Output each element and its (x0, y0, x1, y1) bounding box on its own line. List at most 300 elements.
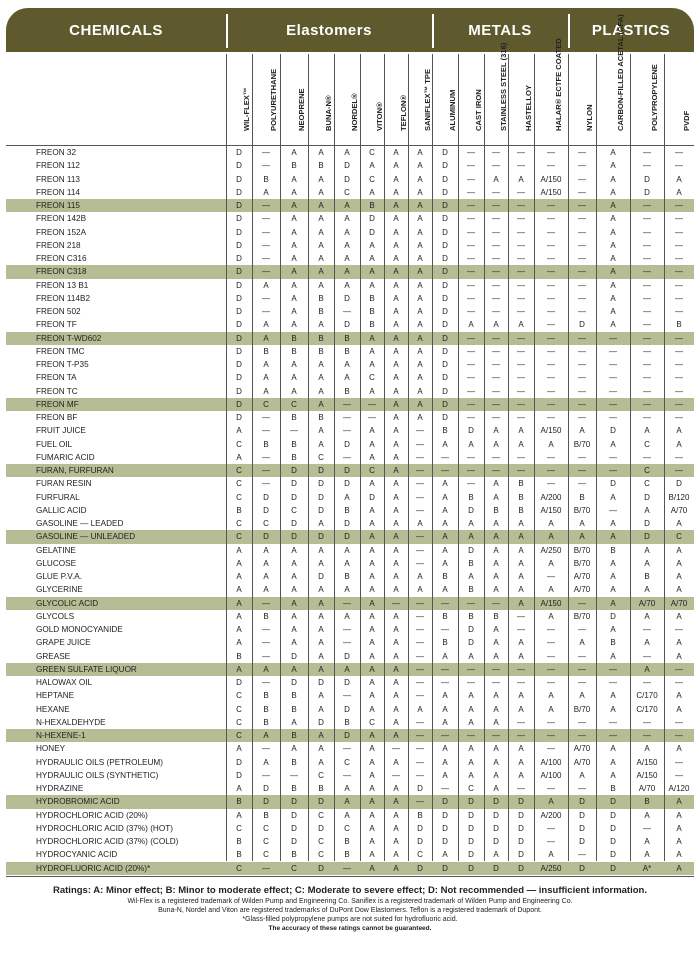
rating-cell: A (644, 545, 650, 555)
rating-cell: A (291, 744, 297, 754)
rating-cell: D (518, 810, 524, 820)
rating-cell: — (578, 267, 586, 277)
table-row (6, 769, 694, 782)
rating-cell: B (318, 161, 324, 171)
rating-cell: A (548, 439, 554, 449)
rating-cell: — (675, 452, 683, 462)
rating-cell: — (578, 386, 586, 396)
rating-cell: B (610, 638, 616, 648)
rating-cell: B (291, 784, 297, 793)
rating-cell: A (369, 532, 375, 542)
rating-cell: — (675, 770, 683, 780)
rating-cell: — (416, 532, 424, 542)
rating-cell: — (643, 717, 651, 727)
chemical-name: HONEY (36, 744, 66, 754)
rating-cell: — (467, 280, 475, 290)
rating-cell: — (547, 717, 555, 727)
rating-cell: D (236, 360, 242, 369)
rating-cell: — (675, 254, 683, 263)
rating-cell: A (468, 651, 474, 661)
rating-cell: B (236, 505, 242, 515)
chemical-name: FREON 142B (36, 214, 87, 224)
rating-cell: D (344, 704, 350, 714)
column-header (484, 42, 508, 144)
rating-cell: A (369, 797, 375, 807)
rating-cell: A (291, 227, 297, 237)
rating-cell: A (393, 863, 399, 873)
table-row (6, 530, 694, 543)
rating-cell: A (493, 426, 499, 436)
rating-cell: B (236, 651, 242, 661)
column-divider (484, 54, 485, 861)
rating-cell: — (262, 254, 270, 263)
rating-cell: — (547, 664, 555, 674)
rating-cell: A (369, 863, 375, 873)
rating-cell: — (262, 426, 270, 436)
rating-cell: D (442, 214, 448, 224)
rating-cell: A (236, 744, 242, 754)
rating-cell: — (547, 638, 555, 648)
rating-cell: — (675, 214, 683, 224)
rating-cell: D (442, 201, 448, 210)
rating-cell: C (263, 823, 269, 833)
rating-cell: D (610, 611, 616, 621)
rating-cell: B (518, 479, 524, 489)
rating-cell: A (369, 757, 375, 767)
rating-cell: A (369, 161, 375, 171)
rating-cell: D (442, 267, 448, 277)
rating-cell: A (393, 797, 399, 807)
rating-cell: A (518, 572, 524, 581)
rating-cell: C (676, 532, 682, 542)
table-row (6, 292, 694, 305)
rating-cell: — (643, 413, 651, 422)
column-divider (408, 54, 409, 861)
rating-cell: D (442, 346, 448, 356)
rating-cell: — (547, 161, 555, 171)
rating-cell: A (393, 466, 399, 475)
rating-cell: — (517, 731, 525, 740)
rating-cell: A (676, 519, 682, 528)
rating-cell: — (547, 320, 555, 330)
rating-cell: A (344, 664, 350, 674)
rating-cell: — (609, 452, 617, 462)
rating-cell: A (291, 611, 297, 621)
rating-cell: A (393, 333, 399, 343)
rating-cell: — (578, 466, 586, 475)
rating-cell: D (644, 532, 650, 542)
rating-cell: A/70 (573, 757, 591, 767)
rating-cell: — (675, 201, 683, 210)
rating-cell: — (467, 373, 475, 383)
rating-cell: — (547, 625, 555, 634)
rating-cell: B (318, 333, 324, 343)
table-row (6, 279, 694, 292)
rating-cell: — (578, 413, 586, 422)
rating-cell: — (578, 201, 586, 210)
rating-cell: A (676, 426, 682, 436)
rating-cell: — (547, 837, 555, 846)
rating-cell: A (369, 280, 375, 290)
table-row (6, 252, 694, 265)
chemical-name: FREON 13 B1 (36, 280, 89, 290)
rating-cell: — (492, 373, 500, 383)
rating-cell: — (547, 346, 555, 356)
rating-cell: A (318, 651, 324, 661)
rating-cell: C (291, 505, 297, 515)
rating-cell: A (393, 360, 399, 369)
rating-cell: D (468, 797, 474, 807)
rating-cell: C (318, 770, 324, 780)
rating-cell: A (610, 532, 616, 542)
rating-cell: A (291, 320, 297, 330)
rating-cell: A (579, 638, 585, 648)
rating-cell: — (416, 678, 424, 687)
rating-cell: C (369, 466, 375, 475)
rating-cell: D (318, 492, 324, 502)
rating-cell: D (236, 254, 242, 263)
rating-cell: B (344, 505, 350, 515)
rating-cell: A (393, 651, 399, 661)
rating-cell: D (442, 837, 448, 846)
rating-cell: A (644, 638, 650, 648)
rating-cell: D (263, 532, 269, 542)
rating-cell: A (417, 572, 423, 581)
rating-cell: — (643, 293, 651, 303)
rating-cell: A (393, 479, 399, 489)
column-header-label: BUNA-N® (324, 95, 333, 131)
rating-cell: — (547, 466, 555, 475)
table-row (6, 424, 694, 437)
rating-cell: C (369, 148, 375, 157)
rating-cell: — (416, 492, 424, 502)
rating-cell: — (262, 413, 270, 422)
rating-cell: — (262, 744, 270, 754)
chemical-name: N-HEXALDEHYDE (36, 717, 106, 727)
rating-cell: A (369, 770, 375, 780)
rating-cell: B (263, 810, 269, 820)
group-header-plastics: PLASTICS (591, 21, 671, 39)
column-divider (664, 54, 665, 861)
rating-cell: D (236, 293, 242, 303)
rating-cell: D (468, 837, 474, 846)
rating-cell: A (291, 148, 297, 157)
rating-cell: B/70 (573, 505, 591, 515)
rating-cell: A (344, 280, 350, 290)
rating-cell: A (369, 519, 375, 528)
table-row (6, 398, 694, 411)
rating-cell: A (468, 572, 474, 581)
table-row (6, 345, 694, 358)
polypropylene-note: *Glass-filled polypropylene pumps are not suited for hydrofluoric acid. (242, 916, 458, 923)
column-header-label: ALUMINUM (448, 89, 457, 131)
rating-cell: D (236, 280, 242, 290)
rating-cell: A (236, 784, 242, 793)
rating-cell: A (236, 810, 242, 820)
rating-cell: A (610, 770, 616, 780)
rating-cell: D (236, 161, 242, 171)
rating-cell: — (262, 227, 270, 237)
rating-cell: A/70 (670, 505, 688, 515)
rating-cell: — (547, 267, 555, 277)
rating-cell: — (578, 174, 586, 184)
rating-cell: A/150 (540, 174, 562, 184)
rating-cell: A (548, 611, 554, 621)
rating-cell: — (547, 293, 555, 303)
rating-cell: A (644, 744, 650, 754)
rating-cell: A (417, 519, 423, 528)
rating-cell: — (578, 664, 586, 674)
rating-cell: — (492, 214, 500, 224)
rating-cell: B (610, 784, 616, 793)
rating-cell: — (343, 452, 351, 462)
rating-cell: A (610, 651, 616, 661)
rating-cell: — (416, 439, 424, 449)
rating-cell: A (393, 267, 399, 277)
rating-cell: — (416, 797, 424, 807)
rating-cell: B (442, 572, 448, 581)
table-row (6, 822, 694, 835)
rating-cell: — (416, 638, 424, 648)
rating-cell: — (416, 466, 424, 475)
rating-cell: A (493, 572, 499, 581)
rating-cell: B/120 (668, 492, 690, 502)
rating-cell: A/70 (573, 572, 591, 581)
column-header-label: TEFLON® (399, 95, 408, 131)
rating-cell: A (344, 797, 350, 807)
rating-cell: D (236, 267, 242, 277)
column-divider (596, 54, 597, 861)
rating-cell: B (468, 585, 474, 595)
table-row (6, 756, 694, 769)
rating-cell: A (263, 187, 269, 197)
rating-cell: A (610, 214, 616, 224)
rating-cell: A (417, 386, 423, 396)
rating-cell: A (442, 704, 448, 714)
rating-cell: — (609, 505, 617, 515)
rating-cell: A (518, 532, 524, 542)
rating-cell: A (493, 784, 499, 793)
table-row (6, 265, 694, 278)
table-row (6, 239, 694, 252)
rating-cell: — (578, 651, 586, 661)
table-row (6, 583, 694, 596)
rating-cell: A (610, 598, 616, 608)
rating-cell: — (467, 254, 475, 263)
rating-cell: D (442, 810, 448, 820)
rating-cell: C (236, 519, 242, 528)
rating-cell: A (442, 558, 448, 568)
rating-cell: — (343, 307, 351, 316)
rating-cell: A (417, 280, 423, 290)
rating-cell: — (492, 280, 500, 290)
rating-cell: A (518, 691, 524, 701)
rating-cell: A (344, 214, 350, 224)
rating-cell: — (517, 611, 525, 621)
rating-cell: A (291, 240, 297, 250)
rating-cell: — (547, 452, 555, 462)
rating-cell: D (468, 850, 474, 860)
rating-cell: A (442, 532, 448, 542)
group-divider (568, 14, 570, 48)
rating-cell: A (291, 545, 297, 555)
rating-cell: A (548, 532, 554, 542)
rating-cell: — (643, 320, 651, 330)
rating-cell: D (610, 797, 616, 807)
rating-cell: — (578, 479, 586, 489)
rating-cell: A (493, 691, 499, 701)
chemical-name: FURAN RESIN (36, 479, 92, 489)
rating-cell: A (318, 254, 324, 263)
chemical-name: GLUCOSE (36, 558, 77, 568)
group-header-chemicals: CHEMICALS (69, 21, 163, 39)
rating-cell: D (344, 519, 350, 528)
rating-cell: A (236, 558, 242, 568)
rating-cell: A (610, 293, 616, 303)
rating-cell: — (578, 360, 586, 369)
rating-cell: C (236, 466, 242, 475)
rating-cell: C (236, 717, 242, 727)
rating-cell: A (318, 399, 324, 409)
rating-cell: A (468, 439, 474, 449)
rating-cell: D (344, 320, 350, 330)
rating-cell: A (236, 598, 242, 608)
rating-cell: — (262, 678, 270, 687)
rating-cell: D (344, 651, 350, 661)
rating-cell: A (236, 426, 242, 436)
rating-cell: C (236, 823, 242, 833)
rating-cell: C/170 (636, 691, 658, 701)
rating-cell: — (517, 254, 525, 263)
rating-cell: A (442, 651, 448, 661)
chemical-name: HYDRAZINE (36, 784, 84, 793)
rating-cell: A (393, 611, 399, 621)
chemical-name: FURFURAL (36, 492, 80, 502)
rating-cell: A (417, 161, 423, 171)
rating-cell: A (417, 307, 423, 316)
rating-cell: A (369, 691, 375, 701)
chemical-name: HYDROCHLORIC ACID (20%) (36, 810, 148, 820)
rating-cell: — (675, 399, 683, 409)
rating-cell: A (518, 744, 524, 754)
rating-cell: A (417, 360, 423, 369)
rating-cell: — (547, 227, 555, 237)
column-header-label: CAST IRON (474, 89, 483, 131)
rating-cell: D (263, 784, 269, 793)
rating-cell: A (468, 532, 474, 542)
rating-cell: A (493, 850, 499, 860)
rating-cell: — (492, 148, 500, 157)
rating-cell: A (493, 558, 499, 568)
rating-cell: B (318, 346, 324, 356)
chemical-name: FURAN, FURFURAN (36, 466, 114, 475)
rating-cell: — (643, 148, 651, 157)
chemical-name: FREON TMC (36, 346, 85, 356)
rating-cell: A (318, 519, 324, 528)
rating-cell: — (467, 413, 475, 422)
rating-cell: D (442, 360, 448, 369)
rating-cell: — (441, 784, 449, 793)
rating-cell: — (643, 731, 651, 740)
rating-cell: — (609, 333, 617, 343)
column-header-label: HASTELLOY (524, 85, 533, 131)
rating-cell: — (492, 678, 500, 687)
rating-cell: A/150 (636, 757, 658, 767)
rating-cell: A (369, 731, 375, 740)
rating-cell: — (441, 598, 449, 608)
rating-cell: A (393, 532, 399, 542)
rating-cell: A (610, 307, 616, 316)
table-row (6, 226, 694, 239)
rating-cell: — (547, 572, 555, 581)
rating-cell: — (675, 413, 683, 422)
table-row (6, 703, 694, 716)
rating-cell: A/100 (540, 770, 562, 780)
rating-cell: D (369, 214, 375, 224)
rating-cell: A (318, 373, 324, 383)
column-header-label: WIL-FLEX™ (242, 87, 251, 131)
rating-cell: A (548, 558, 554, 568)
rating-cell: A (468, 320, 474, 330)
rating-cell: B (263, 611, 269, 621)
rating-cell: A (369, 611, 375, 621)
column-header-label: SANIFLEX™ TPE (423, 68, 432, 131)
rating-cell: A (344, 810, 350, 820)
rating-cell: D (610, 850, 616, 860)
rating-cell: A (393, 201, 399, 210)
rating-cell: A (442, 519, 448, 528)
rating-cell: — (609, 664, 617, 674)
chemical-name: GOLD MONOCYANIDE (36, 625, 123, 634)
rating-cell: — (416, 545, 424, 555)
rating-cell: A (236, 638, 242, 648)
rating-cell: — (609, 466, 617, 475)
rating-cell: B (442, 638, 448, 648)
rating-cell: — (643, 254, 651, 263)
column-header (384, 54, 408, 144)
rating-cell: D (236, 214, 242, 224)
table-row (6, 610, 694, 623)
rating-cell: A (236, 452, 242, 462)
table-row (6, 451, 694, 464)
rating-cell: A (318, 201, 324, 210)
rating-cell: A (518, 651, 524, 661)
rating-cell: D (263, 505, 269, 515)
rating-cell: D (369, 227, 375, 237)
rating-cell: A/70 (638, 784, 656, 793)
column-header (252, 54, 280, 144)
rating-cell: A (393, 757, 399, 767)
rating-cell: — (368, 413, 376, 422)
rating-cell: — (643, 267, 651, 277)
rating-cell: A (291, 280, 297, 290)
chemical-name: FREON 32 (36, 148, 77, 157)
rating-cell: B (344, 837, 350, 846)
rating-cell: — (492, 161, 500, 171)
rating-cell: — (517, 625, 525, 634)
column-header (508, 54, 534, 144)
chemical-name: HYDROCYANIC ACID (36, 850, 118, 860)
rating-cell: A (518, 638, 524, 648)
rating-cell: D (468, 426, 474, 436)
rating-cell: — (262, 161, 270, 171)
rating-cell: A (417, 373, 423, 383)
rating-cell: D (442, 823, 448, 833)
column-divider (458, 54, 459, 861)
rating-cell: A (610, 148, 616, 157)
rating-cell: A (291, 187, 297, 197)
rating-cell: A (442, 439, 448, 449)
